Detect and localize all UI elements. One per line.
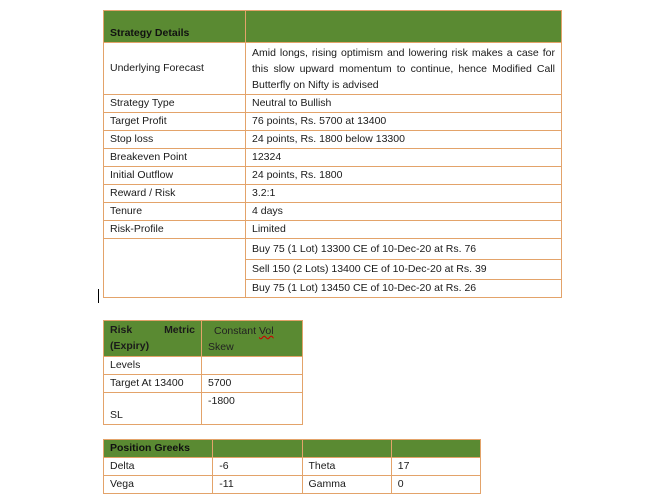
greek-name: Theta: [302, 458, 391, 476]
table-row: [104, 375, 303, 393]
greeks-header-empty: [302, 440, 391, 458]
row-label: Strategy Type: [104, 95, 246, 113]
table-row: [104, 203, 562, 221]
greek-name: Delta: [104, 458, 213, 476]
leg-item: Sell 150 (2 Lots) 13400 CE of 10-Dec-20 at Rs. 39: [246, 260, 562, 280]
row-value: 3.2:1: [246, 185, 562, 203]
table-row: [104, 43, 562, 95]
row-label: Target Profit: [104, 113, 246, 131]
row-label: Risk-Profile: [104, 221, 246, 239]
table-row: [104, 357, 303, 375]
table-row: [104, 131, 562, 149]
row-label: Tenure: [104, 203, 246, 221]
row-value: 12324: [246, 149, 562, 167]
risk-metric-header: [104, 321, 202, 357]
row-label: Initial Outflow: [104, 167, 246, 185]
greek-value: 17: [391, 458, 480, 476]
strategy-header-empty: [246, 11, 562, 43]
row-value: Limited: [246, 221, 562, 239]
table-row: [104, 95, 562, 113]
row-label: Target At 13400: [104, 375, 202, 393]
risk-metric-table: [103, 320, 303, 425]
table-row: [104, 458, 481, 476]
table-row: [104, 221, 562, 239]
table-row: [104, 476, 481, 494]
strategy-details-table: [103, 10, 562, 298]
constant-word: Constant: [214, 325, 259, 337]
skew-word: Skew: [208, 341, 234, 353]
row-value: 24 points, Rs. 1800 below 13300: [246, 131, 562, 149]
row-value: 76 points, Rs. 5700 at 13400: [246, 113, 562, 131]
greek-name: Vega: [104, 476, 213, 494]
strategy-header-title: Strategy Details: [104, 11, 246, 43]
greek-value: 0: [391, 476, 480, 494]
greeks-header-empty: [391, 440, 480, 458]
greek-value: -6: [213, 458, 302, 476]
row-label: SL: [104, 393, 202, 425]
leg-item: Buy 75 (1 Lot) 13300 CE of 10-Dec-20 at Rs. 76: [246, 239, 562, 260]
row-value: Neutral to Bullish: [246, 95, 562, 113]
strategy-header-row: [104, 11, 562, 43]
row-value: 4 days: [246, 203, 562, 221]
legs-label-empty: [104, 239, 246, 298]
greek-value: -11: [213, 476, 302, 494]
risk-header-row: [104, 321, 303, 357]
row-value: 24 points, Rs. 1800: [246, 167, 562, 185]
row-label: Stop loss: [104, 131, 246, 149]
greeks-header-title: Position Greeks: [104, 440, 213, 458]
text-cursor: [98, 289, 99, 303]
row-value: [202, 357, 303, 375]
row-value: -1800: [202, 393, 303, 425]
row-label: Levels: [104, 357, 202, 375]
constant-vol-skew-header: [202, 321, 303, 357]
row-value: 5700: [202, 375, 303, 393]
table-row: [104, 393, 303, 425]
greeks-header-empty: [213, 440, 302, 458]
metric-word: Metric: [164, 324, 195, 336]
table-row: [104, 185, 562, 203]
row-label: Reward / Risk: [104, 185, 246, 203]
table-row: [104, 113, 562, 131]
expiry-label: (Expiry): [110, 340, 150, 352]
table-row: [104, 167, 562, 185]
risk-word: Risk: [110, 324, 133, 336]
table-row: [104, 239, 562, 260]
greek-name: Gamma: [302, 476, 391, 494]
row-value: Amid longs, rising optimism and lowering risk makes a case for this slow upward momentum to continue, hence Modified Call Butterfly on Nifty is advised: [246, 43, 562, 95]
table-row: [104, 149, 562, 167]
row-label: Breakeven Point: [104, 149, 246, 167]
position-greeks-table: [103, 439, 481, 494]
vol-word: Vol: [258, 325, 274, 337]
leg-item: Buy 75 (1 Lot) 13450 CE of 10-Dec-20 at Rs. 26: [246, 280, 562, 298]
row-label: Underlying Forecast: [104, 43, 246, 95]
greeks-header-row: [104, 440, 481, 458]
